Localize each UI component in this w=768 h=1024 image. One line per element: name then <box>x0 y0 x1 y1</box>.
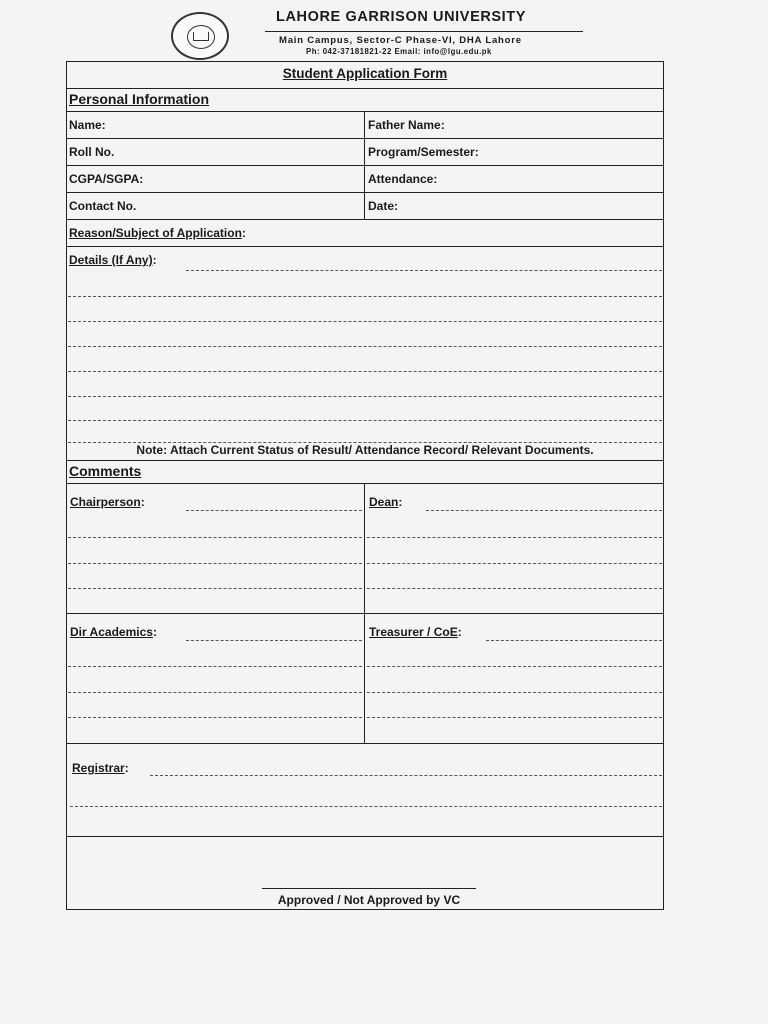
attachment-note: Note: Attach Current Status of Result/ Attendance Record/ Relevant Documents. <box>136 443 594 457</box>
cgpa-label: CGPA/SGPA: <box>69 172 144 186</box>
registrar-label: Registrar: <box>72 761 129 775</box>
chairperson-label: Chairperson: <box>70 495 145 509</box>
form-frame <box>66 61 664 910</box>
details-line <box>68 396 662 397</box>
date-label: Date: <box>368 199 399 213</box>
details-line <box>68 371 662 372</box>
name-label: Name: <box>69 118 106 132</box>
university-address: Main Campus, Sector-C Phase-VI, DHA Lahore <box>279 35 522 46</box>
dean-label: Dean: <box>369 495 403 509</box>
vc-signature-line <box>262 888 476 889</box>
chairperson-line <box>186 510 362 511</box>
registrar-line <box>150 775 662 776</box>
header-divider <box>265 31 583 32</box>
details-line <box>68 420 662 421</box>
university-seal-icon <box>171 12 229 60</box>
details-line <box>186 270 662 271</box>
details-line <box>68 346 662 347</box>
personal-info-heading: Personal Information <box>69 91 210 107</box>
details-line <box>68 296 662 297</box>
attendance-label: Attendance: <box>368 172 438 186</box>
comments-heading: Comments <box>69 463 142 479</box>
treasurer-line <box>486 640 662 641</box>
dir-academics-label: Dir Academics: <box>70 625 157 639</box>
reason-subject-label: Reason/Subject of Application: <box>69 226 246 240</box>
treasurer-coe-label: Treasurer / CoE: <box>369 625 462 639</box>
dir-academics-line <box>186 640 362 641</box>
contact-no-label: Contact No. <box>69 199 137 213</box>
roll-no-label: Roll No. <box>69 145 115 159</box>
details-label: Details (If Any): <box>69 253 157 267</box>
vc-approval-label: Approved / Not Approved by VC <box>277 893 461 907</box>
dean-line <box>426 510 662 511</box>
details-line <box>68 321 662 322</box>
program-semester-label: Program/Semester: <box>368 145 479 159</box>
university-name: LAHORE GARRISON UNIVERSITY <box>276 9 527 25</box>
form-title: Student Application Form <box>282 66 448 81</box>
university-contact: Ph: 042-37181821-22 Email: info@lgu.edu.pk <box>306 47 492 56</box>
father-name-label: Father Name: <box>368 118 445 132</box>
